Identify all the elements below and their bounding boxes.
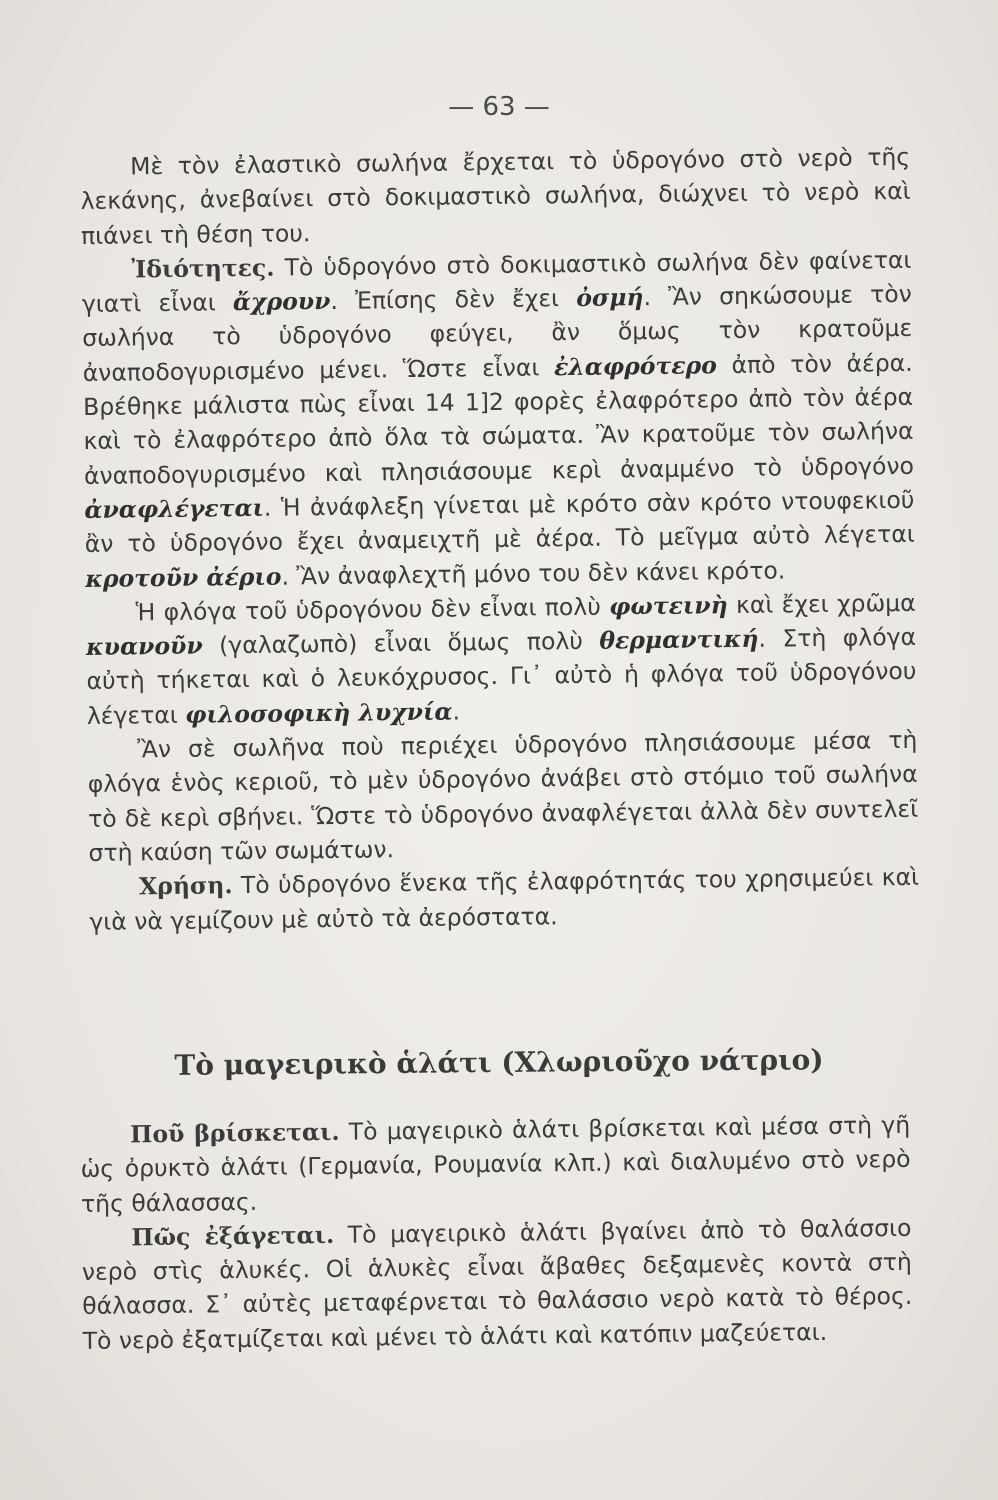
emphasis-term: φωτεινὴ [609,590,728,621]
text-run: Τὸ μαγειρικὸ ἁλάτι βρίσκεται καὶ μέσα στὴ γῆ ὡς ὀρυκτὸ ἁλάτι (Γερμανία, Ρουμανία κλπ.) καὶ διαλυμένο στὸ νερὸ τῆς θάλασσας. [80,1110,911,1218]
section-title-extraction: Πῶς ἐξάγεται. [131,1220,335,1252]
section-title-properties: Ἰδιότητες. [131,253,275,284]
text-run: Τὸ μαγειρικὸ ἁλάτι βγαίνει ἀπὸ τὸ θαλάσσιο νερὸ στὶς ἁλυκές. Οἱ ἁλυκὲς εἶναι ἄβαθες δεξαμενὲς κοντὰ στὴ θάλασσα. Σ᾽ αὐτὲς μεταφέρνεται τὸ θαλάσσιο νερὸ κατὰ τὸ θέρος. Τὸ νερὸ ἐξατμίζεται καὶ μένει τὸ ἁλάτι καὶ κατόπιν μαζεύεται. [81,1213,913,1355]
salt-section [80,1108,913,1358]
text-run: . Ἡ ἀνάφλεξη γίνεται μὲ κρότο σὰν κρότο ντουφεκιοῦ ἂν τὸ ὑδρογόνο ἔχει ἀναμειχτῆ μὲ ἀέρα. Τὸ μεῖγμα αὐτὸ λέγεται [84,485,915,559]
text-run: καὶ ἔχει χρῶμα [727,588,916,619]
text-run: . Ἂν ἀναφλεχτῆ μόνο του δὲν κάνει κρότο. [281,555,786,591]
text-run: . Ἐπίσης δὲν ἔχει [330,284,577,316]
text-run: . [452,697,461,726]
emphasis-term: ἐλαφρότερο [553,351,718,382]
hydrogen-section [80,140,920,939]
text-run: Ἡ φλόγα τοῦ ὑδρογόνου δὲν εἶναι πολὺ [135,592,610,627]
section-title-use: Χρήση. [138,871,233,901]
emphasis-term: ἀναφλέγεται [84,493,265,524]
paragraph-use [89,860,920,939]
text-run: ἀπὸ τὸν ἀέρα. Βρέθηκε μάλιστα πὼς εἶναι 14 1]2 φορὲς ἐλαφρότερο ἀπὸ τὸν ἀέρα καὶ τὸ ἐλαφρότερο ἀπὸ ὅλα τὰ σώματα. Ἂν κρατοῦμε τὸν σωλήνα ἀναποδογυρισμένο καὶ πλησιάσουμε κερὶ ἀναμμένο τὸ ὑδρογόνο [82,348,915,490]
paragraph-extraction [81,1211,913,1358]
text-run: (γαλαζωπὸ) εἶναι ὅμως πολὺ [202,626,600,660]
paragraph-flame [85,586,917,733]
emphasis-term: κροτοῦν ἀέριο [85,562,282,593]
emphasis-term: κυανοῦν [85,631,203,662]
emphasis-term: θερμαντική [599,624,759,655]
paragraph-candle: Ἂν σὲ σωλῆνα ποὺ περιέχει ὑδρογόνο πλησιάσουμε μέσα τὴ φλόγα ἑνὸς κεριοῦ, τὸ μὲν ὑδρογόνο ἀνάβει στὸ στόμιο τοῦ σωλήνα τὸ δὲ κερὶ σβήνει. Ὥστε τὸ ὑδρογόνο ἀναφλέγεται ἀλλὰ δὲν συντελεῖ στὴ καύση τῶν σωμάτων. [87,725,919,867]
emphasis-term: ἄχρουν [232,287,331,317]
text-run: . Ἂν σηκώσουμε τὸν σωλήνα τὸ ὑδρογόνο φεύγει, ἂν ὅμως τὸν κρατοῦμε ἀναποδογυρισμένο μένει. Ὥστε εἶναι [82,280,913,387]
page-number: — 63 — [448,92,550,122]
section-title-where: Ποῦ βρίσκεται. [130,1117,340,1149]
text-run: . Στὴ φλόγα αὐτὴ τήκεται καὶ ὁ λευκόχρυσος. Γι᾽ αὐτὸ ἡ φλόγα τοῦ ὑδρογόνου λέγεται [86,622,917,730]
paragraph-collection: Μὲ τὸν ἐλαστικὸ σωλήνα ἔρχεται τὸ ὑδρογόνο στὸ νερὸ τῆς λεκάνης, ἀνεβαίνει στὸ δοκιμαστικὸ σωλήνα, διώχνει τὸ νερὸ καὶ πιάνει τὴ θέση του. [80,142,911,250]
text-run: Τὸ ὑδρογόνο στὸ δοκιμαστικὸ σωλήνα δὲν φαίνεται γιατὶ εἶναι [81,245,912,319]
paragraph-where-found [80,1108,911,1221]
emphasis-term: ὀσμή [576,283,644,313]
paragraph-properties [81,243,915,596]
emphasis-term: φιλοσοφικὴ λυχνία [185,697,453,729]
chapter-heading: Τὸ μαγειρικὸ ἁλάτι (Χλωριοῦχο νάτριο) [174,1043,824,1082]
text-run: Τὸ ὑδρογόνο ἕνεκα τῆς ἐλαφρότητάς του χρησιμεύει καὶ γιὰ νὰ γεμίζουν μὲ αὐτὸ τὰ ἀερόστατα. [89,863,920,936]
